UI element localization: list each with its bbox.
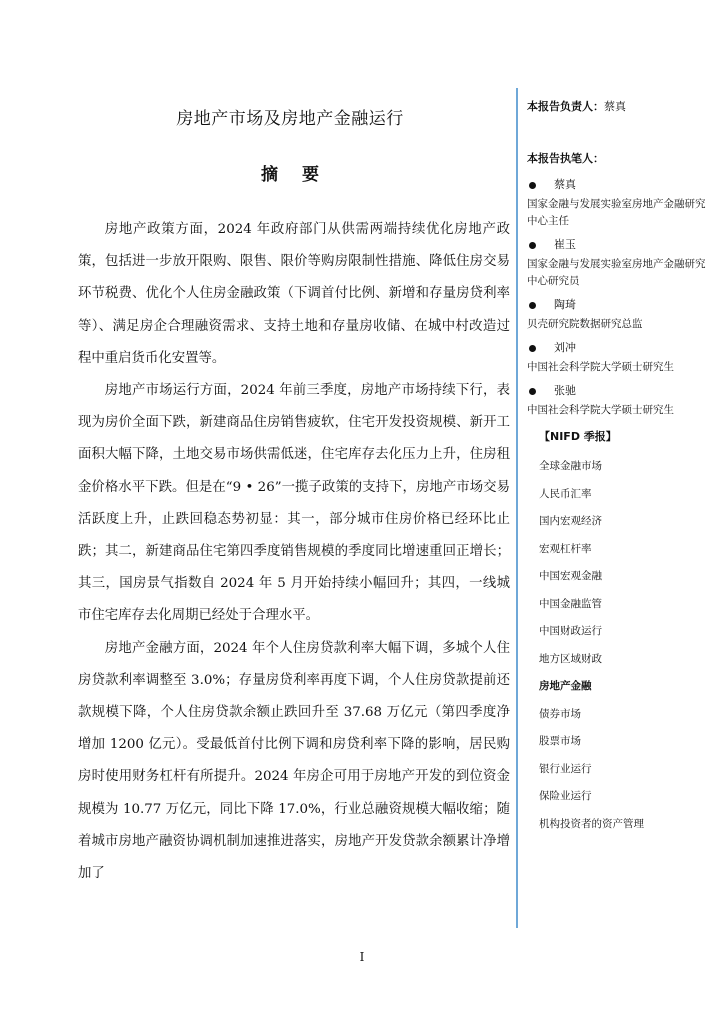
- abstract-heading: 摘要: [261, 165, 343, 185]
- report-title: 房地产市场及房地产金融运行: [176, 109, 404, 129]
- abstract-body: [78, 214, 510, 890]
- bullet-icon: [529, 242, 536, 249]
- nifd-item-real-estate-finance[interactable]: 房地产金融: [539, 680, 592, 692]
- nifd-item-rmb-exchange[interactable]: 人民币汇率: [539, 487, 592, 500]
- nifd-item-domestic-macro[interactable]: 国内宏观经济: [539, 515, 602, 527]
- author-entry: [527, 174, 707, 230]
- author-title: 国家金融与发展实验室房地产金融研究中心主任: [527, 198, 706, 227]
- nifd-heading: 【NIFD 季报】: [539, 430, 617, 443]
- nifd-item-global-markets[interactable]: 全球金融市场: [539, 460, 602, 472]
- author-title: 国家金融与发展实验室房地产金融研究中心研究员: [527, 258, 706, 287]
- paragraph-finance: 房地产金融方面，2024 年个人住房贷款利率大幅下调，多城个人住房贷款利率调整至 3.0%；存量房贷利率再度下调，个人住房贷款提前还款规模下降，个人住房贷款余额止跌回升至 37.68 万亿元（第四季度净增加 1200 亿元）。受最低首付比例下调和房贷利率下降的影响，居民购房时使用财务杠杆有所提升。2024 年房企可用于房地产开发的到位资金规模为 10.77 万亿元，同比下降 17.0%，行业总融资规模大幅收缩；随着城市房地产融资协调机制加速推进落实，房地产开发贷款余额累计净增加了: [78, 640, 510, 882]
- bullet-icon: [529, 388, 536, 395]
- author-name: 陶琦: [554, 298, 576, 311]
- nifd-item-macro-finance[interactable]: 中国宏观金融: [539, 570, 602, 582]
- bullet-icon: [529, 345, 536, 352]
- author-entry: [527, 380, 707, 419]
- nifd-item-macro-leverage[interactable]: 宏观杠杆率: [539, 542, 592, 555]
- column-divider: [516, 88, 518, 928]
- nifd-item-banking[interactable]: 银行业运行: [539, 762, 592, 775]
- page-number: I: [359, 950, 365, 964]
- paragraph-market: 房地产市场运行方面，2024 年前三季度，房地产市场持续下行，表现为房价全面下跌，新建商品住房销售疲软，住宅开发投资规模、新开工面积大幅下降，土地交易市场供需低迷，住宅库存去化压力上升，住房租金价格水平下跌。但是在“9 • 26”一揽子政策的支持下，房地产市场交易活跃度上升，止跌回稳态势初显：其一，部分城市住房价格已经环比止跌；其二，新建商品住宅第四季度销售规模的季度同比增速重回正增长；其三，国房景气指数自 2024 年 5 月开始持续小幅回升；其四，一线城市住宅库存去化周期已经处于合理水平。: [78, 383, 510, 624]
- author-name: 崔玉: [554, 238, 576, 251]
- bullet-icon: [529, 182, 536, 189]
- bullet-icon: [529, 302, 536, 309]
- sidebar: [527, 96, 707, 838]
- author-title: 中国社会科学院大学硕士研究生: [527, 361, 674, 373]
- responsible-name: 蔡真: [604, 100, 626, 113]
- nifd-report-list: [527, 453, 707, 838]
- nifd-item-fiscal-operation[interactable]: 中国财政运行: [539, 625, 602, 637]
- author-entry: [527, 234, 707, 290]
- author-name: 蔡真: [554, 178, 576, 191]
- paragraph-policy: 房地产政策方面，2024 年政府部门从供需两端持续优化房地产政策，包括进一步放开限购、限售、限价等购房限制性措施、降低住房交易环节税费、优化个人住房金融政策（下调首付比例、新增和存量房贷利率等）、满足房企合理融资需求、支持土地和存量房收储、在城中村改造过程中重启货币化安置等。: [78, 222, 510, 366]
- nifd-item-stock-market[interactable]: 股票市场: [539, 735, 581, 747]
- nifd-item-financial-regulation[interactable]: 中国金融监管: [539, 597, 602, 610]
- report-main-column: [70, 0, 510, 1024]
- responsible-label: 本报告负责人：: [527, 100, 604, 113]
- nifd-item-insurance[interactable]: 保险业运行: [539, 790, 592, 802]
- nifd-item-regional-finance[interactable]: 地方区域财政: [539, 652, 602, 665]
- nifd-item-asset-management[interactable]: 机构投资者的资产管理: [539, 817, 644, 830]
- author-entry: [527, 337, 707, 376]
- author-title: 贝壳研究院数据研究总监: [527, 318, 643, 330]
- responsible-person: [527, 96, 707, 118]
- nifd-item-bond-market[interactable]: 债券市场: [539, 707, 581, 720]
- author-title: 中国社会科学院大学硕士研究生: [527, 404, 674, 416]
- author-name: 张驰: [554, 384, 576, 397]
- author-name: 刘冲: [554, 341, 576, 354]
- writers-label: 本报告执笔人：: [527, 152, 604, 165]
- author-entry: [527, 294, 707, 333]
